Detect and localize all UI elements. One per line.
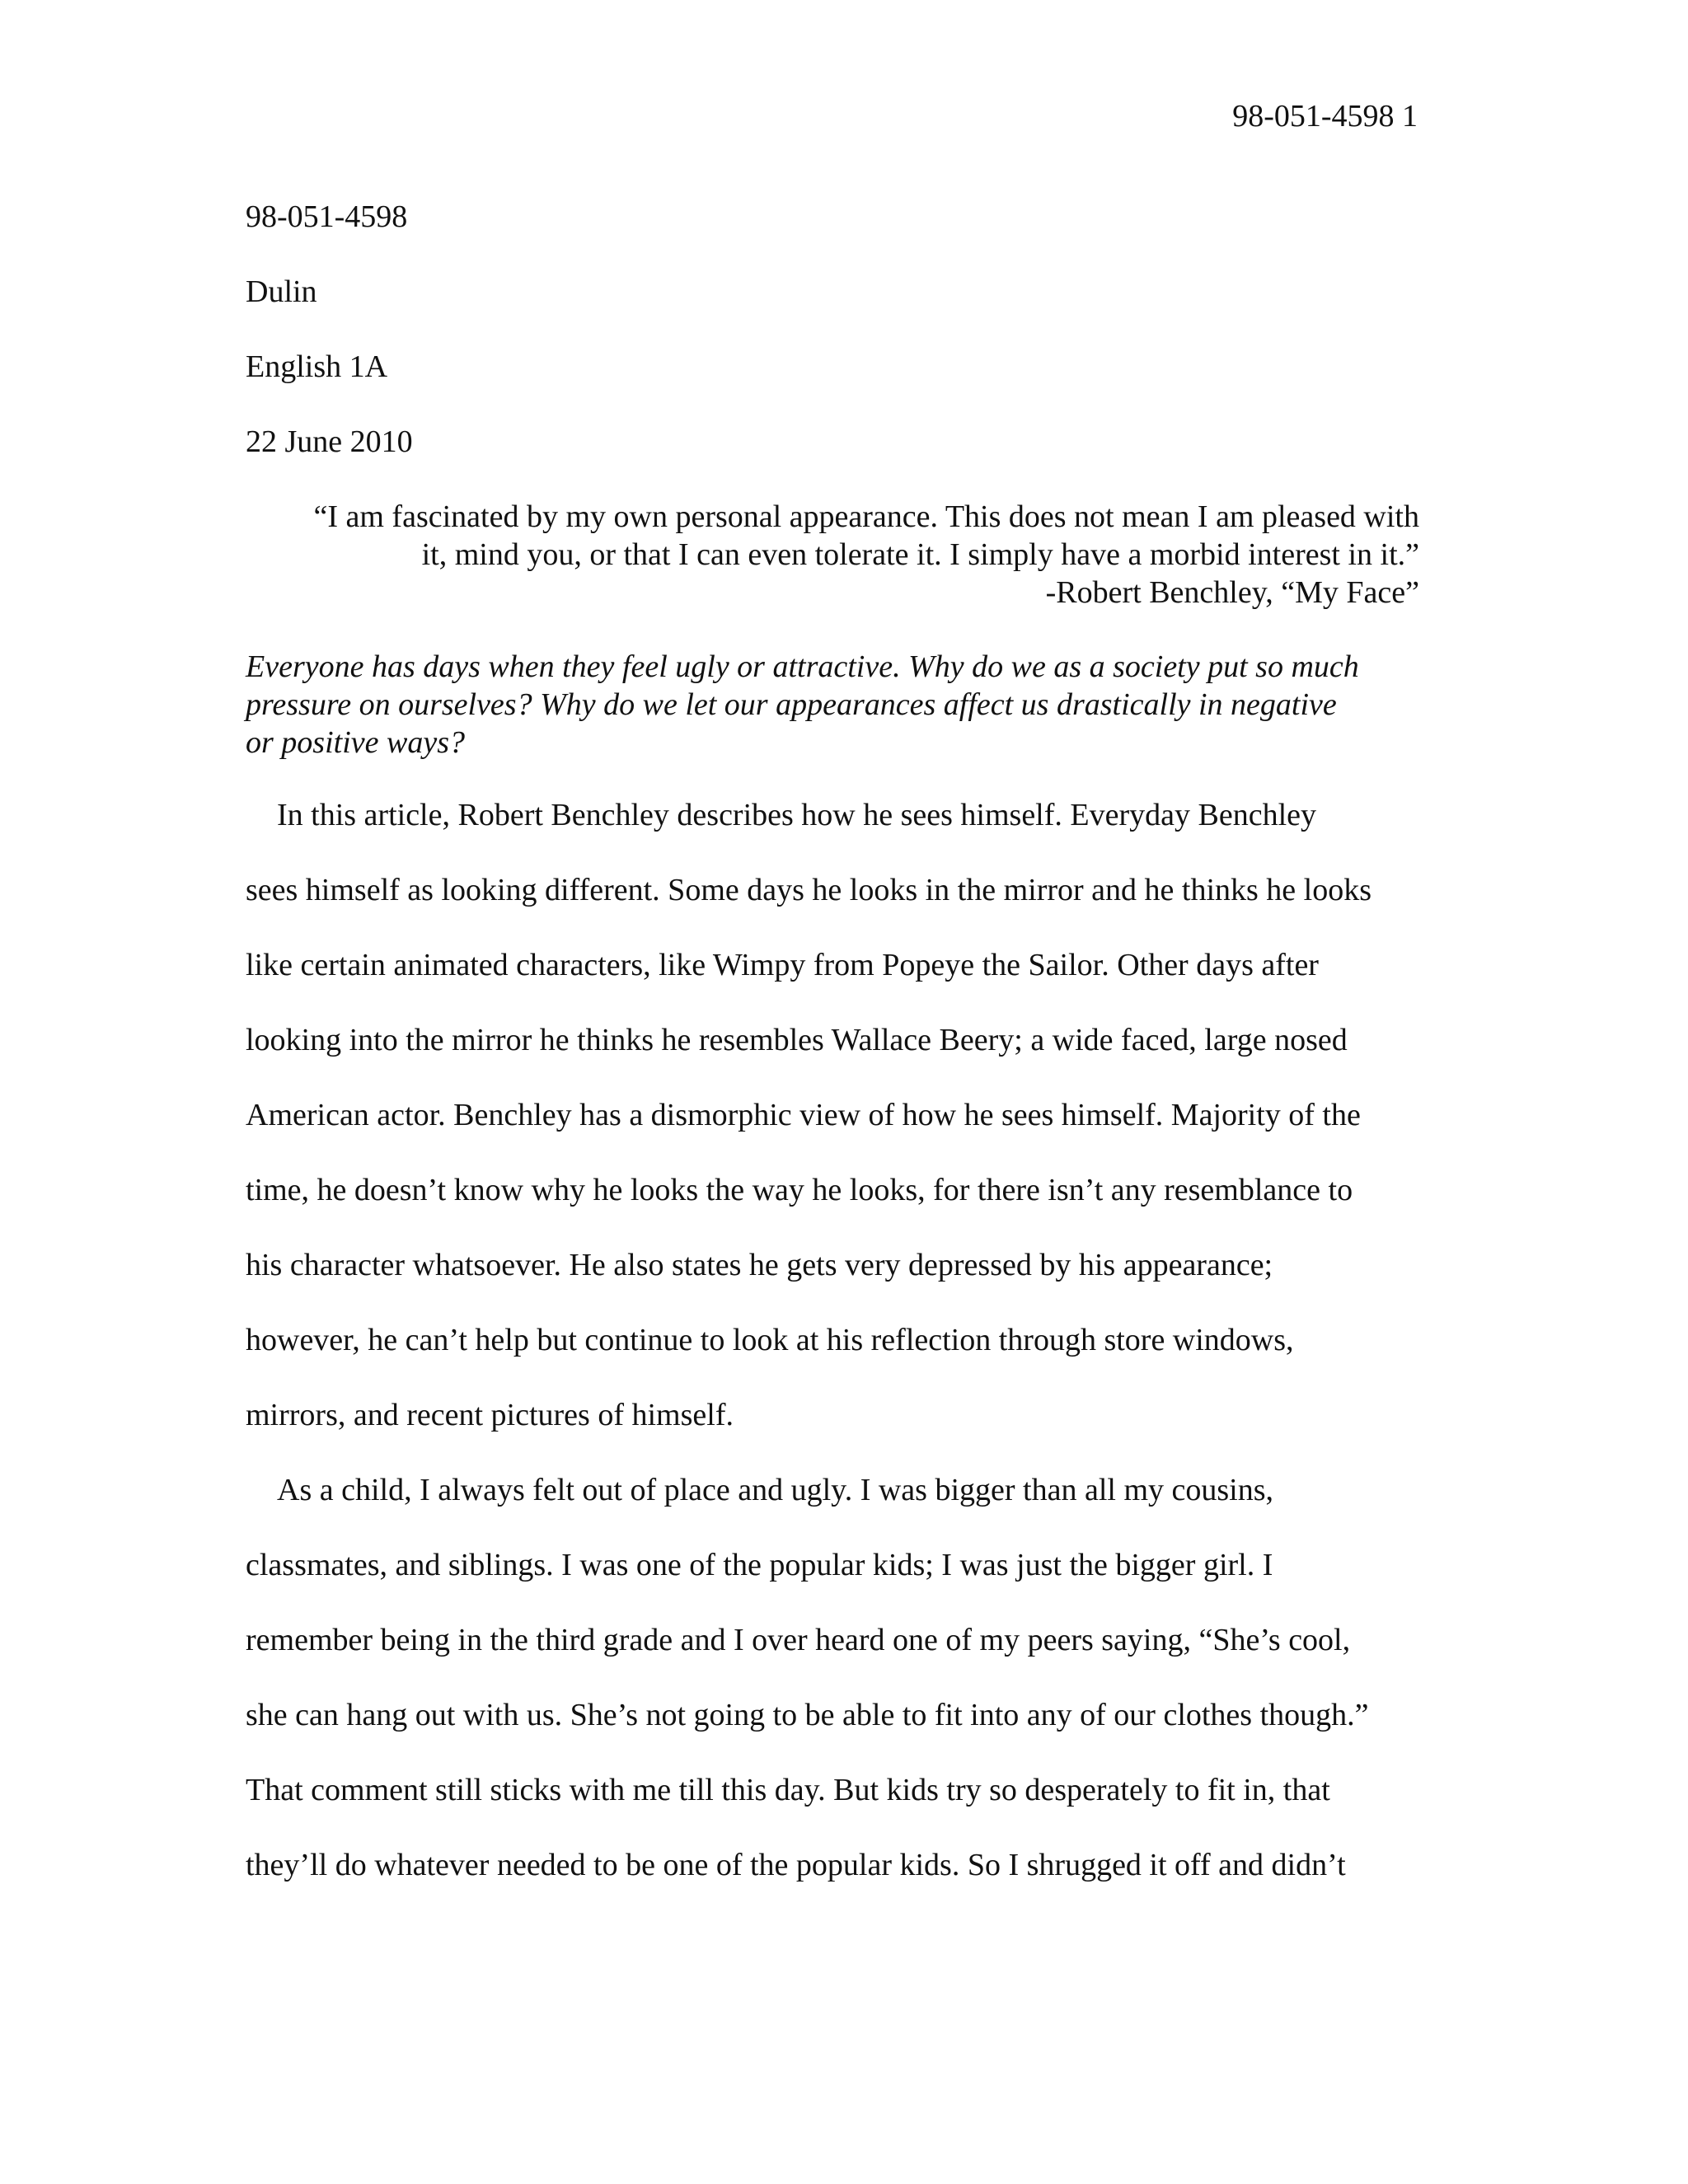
running-head: 98-051-4598 1 — [1232, 99, 1418, 134]
body-line: however, he can’t help but continue to look at his reflection through store windows, — [246, 1323, 1294, 1357]
intro-line: Everyone has days when they feel ugly or attractive. Why do we as a society put so much — [246, 649, 1359, 684]
body-line: remember being in the third grade and I over heard one of my peers saying, “She’s cool, — [246, 1623, 1351, 1657]
body-line: classmates, and siblings. I was one of the popular kids; I was just the bigger girl. I — [246, 1548, 1273, 1582]
essay-body — [246, 796, 1419, 1921]
body-line: they’ll do whatever needed to be one of the popular kids. So I shrugged it off and didn’t — [246, 1848, 1346, 1882]
epigraph — [246, 498, 1419, 612]
epigraph-line: it, mind you, or that I can even tolerate it. I simply have a morbid interest in it.” — [421, 537, 1419, 572]
intro-question — [246, 648, 1419, 762]
intro-line: or positive ways? — [246, 725, 465, 760]
course-name: English 1A — [246, 349, 388, 384]
body-line: mirrors, and recent pictures of himself. — [246, 1398, 734, 1432]
student-id: 98-051-4598 — [246, 199, 408, 234]
body-line: looking into the mirror he thinks he resembles Wallace Beery; a wide faced, large nosed — [246, 1023, 1348, 1057]
intro-line: pressure on ourselves? Why do we let our appearances affect us drastically in negative — [246, 687, 1337, 722]
body-line: That comment still sticks with me till this day. But kids try so desperately to fit in, that — [246, 1773, 1330, 1807]
body-line: like certain animated characters, like Wimpy from Popeye the Sailor. Other days after — [246, 948, 1319, 982]
instructor-name: Dulin — [246, 274, 317, 309]
body-line: In this article, Robert Benchley describes how he sees himself. Everyday Benchley — [277, 798, 1316, 832]
heading-block — [246, 198, 413, 498]
epigraph-attribution: -Robert Benchley, “My Face” — [1045, 575, 1419, 610]
body-line: she can hang out with us. She’s not going to be able to fit into any of our clothes though.” — [246, 1698, 1369, 1732]
date: 22 June 2010 — [246, 424, 413, 459]
body-line: As a child, I always felt out of place and ugly. I was bigger than all my cousins, — [277, 1473, 1274, 1507]
body-line: time, he doesn’t know why he looks the way he looks, for there isn’t any resemblance to — [246, 1173, 1353, 1207]
body-line: his character whatsoever. He also states he gets very depressed by his appearance; — [246, 1248, 1273, 1282]
epigraph-line: “I am fascinated by my own personal appearance. This does not mean I am pleased with — [313, 499, 1419, 534]
body-line: sees himself as looking different. Some days he looks in the mirror and he thinks he looks — [246, 873, 1372, 907]
body-line: American actor. Benchley has a dismorphic view of how he sees himself. Majority of the — [246, 1098, 1361, 1132]
